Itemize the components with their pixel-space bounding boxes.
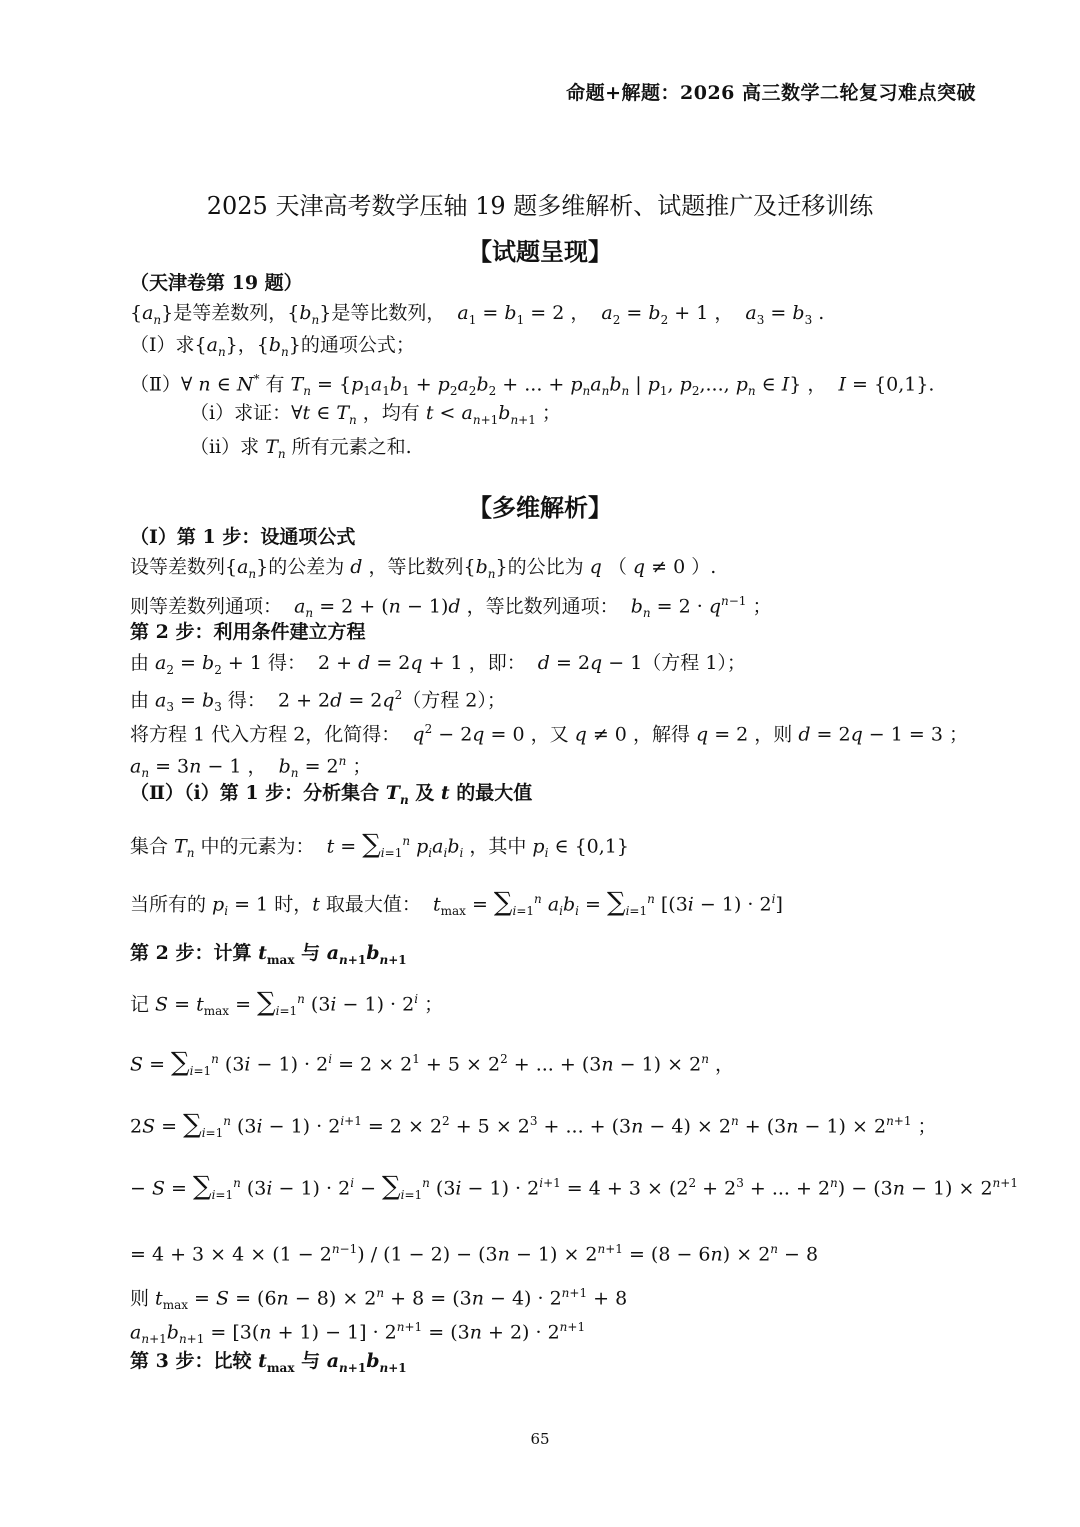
question-part-2: （Ⅱ）∀ n ∈ N* 有 $T_n = \{p_1a_1b_1 + p_2a_2b_2$ + ... + $p_na_nb_n$ | $p_1$, $p_2$,..., $p_n$ ∈ I} ， I = {0,1}. — [130, 372, 935, 399]
solution-step-heading: 第 2 步：利用条件建立方程 — [130, 621, 366, 643]
analysis-section-heading: 【多维解析】 — [468, 493, 612, 522]
page-number: 65 — [530, 1430, 550, 1448]
document-title: 2025 天津高考数学压轴 19 题多维解析、试题推广及迁移训练 — [206, 192, 874, 220]
solution-line: $a_{n+1}b_{n+1} = [3(n + 1) - 1] \cdot 2^{n+1} = (3n + 2) \cdot 2^{n+1}$ — [130, 1320, 586, 1347]
problem-source: （天津卷第 19 题） — [130, 272, 303, 294]
running-header: 命题+解题：2026 高三数学二轮复习难点突破 — [566, 82, 976, 104]
solution-step-heading: 第 2 步：计算 $t_{max}$ 与 $a_{n+1}b_{n+1}$ — [130, 942, 407, 967]
solution-line: = $4 + 3 \times 4 \times (1 - 2^{n-1}) / (1 - 2) - (3n - 1) \times 2^{n+1} = (8 - 6n) \times 2^n - 8$ — [130, 1242, 819, 1266]
solution-line: $2S = \sum_{i=1}^n$ $(3i - 1) \cdot 2^{i+1} = 2 \times 2^2 + 5 \times 2^3$ + ... + $(3n - 4) \times 2^n + (3n - 1) \times 2^{n+1}$ ； — [130, 1109, 937, 1141]
solution-step-heading: （Ⅱ）（ⅰ）第 1 步：分析集合 $T_n$ 及 t 的最大值 — [130, 782, 533, 807]
solution-line: − $S = \sum_{i=1}^n$ $(3i - 1) \cdot 2^i - \sum_{i=1}^n$ $(3i - 1) \cdot 2^{i+1} = 4 + 3 \times (2^2 + 2^3$ + ... + $2^n) - (3n - 1) \times 2^{n+1}$ — [130, 1171, 1018, 1203]
solution-line: 则 $t_{max} = S = (6n - 8) \times 2^n + 8 = (3n - 4) \cdot 2^{n+1} + 8$ — [130, 1286, 628, 1313]
question-part-1: （Ⅰ）求$\{a_n\}$，$\{b_n\}$的通项公式； — [130, 334, 415, 359]
problem-statement: $\{a_n\}$是等差数列，$\{b_n\}$是等比数列， $a_1 = b_1 = 2$ ， $a_2 = b_2 + 1$ ， $a_3 = b_3$ . — [130, 302, 825, 327]
problem-section-heading: 【试题呈现】 — [468, 237, 612, 266]
question-part-2-ii: （ⅱ）求 $T_n$ 所有元素之和. — [190, 436, 412, 461]
solution-line: 由 $a_2 = b_2 + 1$ 得： 2 + d = 2q + 1 ，即： d = 2q − 1（方程 1）； — [130, 652, 746, 677]
solution-line: 设等差数列$\{a_n\}$的公差为 d ，等比数列$\{b_n\}$的公比为 q （ q ≠ 0 ）. — [130, 556, 717, 581]
solution-line: 记 $S = t_{max} = \sum_{i=1}^n$ $(3i - 1) \cdot 2^i$ ； — [130, 987, 444, 1019]
question-part-2-i: （ⅰ）求证：∀t ∈ $T_n$ ，均有 $t < a_{n+1}b_{n+1}$ ； — [190, 402, 561, 427]
solution-line: $S = \sum_{i=1}^n$ $(3i - 1) \cdot 2^i = 2 \times 2^1 + 5 \times 2^2$ + ... + $(3n - 1) \times 2^n$ ， — [130, 1047, 734, 1079]
solution-line: 则等差数列通项： $a_n = 2 + (n - 1)d$ ，等比数列通项： $b_n = 2 \cdot q^{n-1}$ ； — [130, 594, 772, 621]
solution-step-heading: （Ⅰ）第 1 步：设通项公式 — [130, 526, 356, 548]
solution-step-heading: 第 3 步：比较 $t_{max}$ 与 $a_{n+1}b_{n+1}$ — [130, 1350, 407, 1375]
solution-line: 当所有的 $p_i = 1$ 时，t 取最大值： $t_{max} = \sum_{i=1}^n$ $a_ib_i = \sum_{i=1}^n$ $[(3i - 1) \cdot 2^i]$ — [130, 887, 783, 919]
solution-line: 将方程 1 代入方程 2，化简得： $q^2 - 2q = 0$ ，又 q ≠ 0 ，解得 q = 2 ，则 d = 2q − 1 = 3 ； — [130, 722, 968, 746]
solution-line: 由 $a_3 = b_3$ 得： $2 + 2d = 2q^2$（方程 2）； — [130, 688, 506, 715]
solution-line: 集合 $T_n$ 中的元素为： $t = \sum_{i=1}^n$ $p_ia_ib_i$ ，其中 $p_i$ ∈ {0,1} — [130, 829, 629, 861]
solution-line: $a_n = 3n - 1$ ， $b_n = 2^n$ ； — [130, 754, 372, 781]
